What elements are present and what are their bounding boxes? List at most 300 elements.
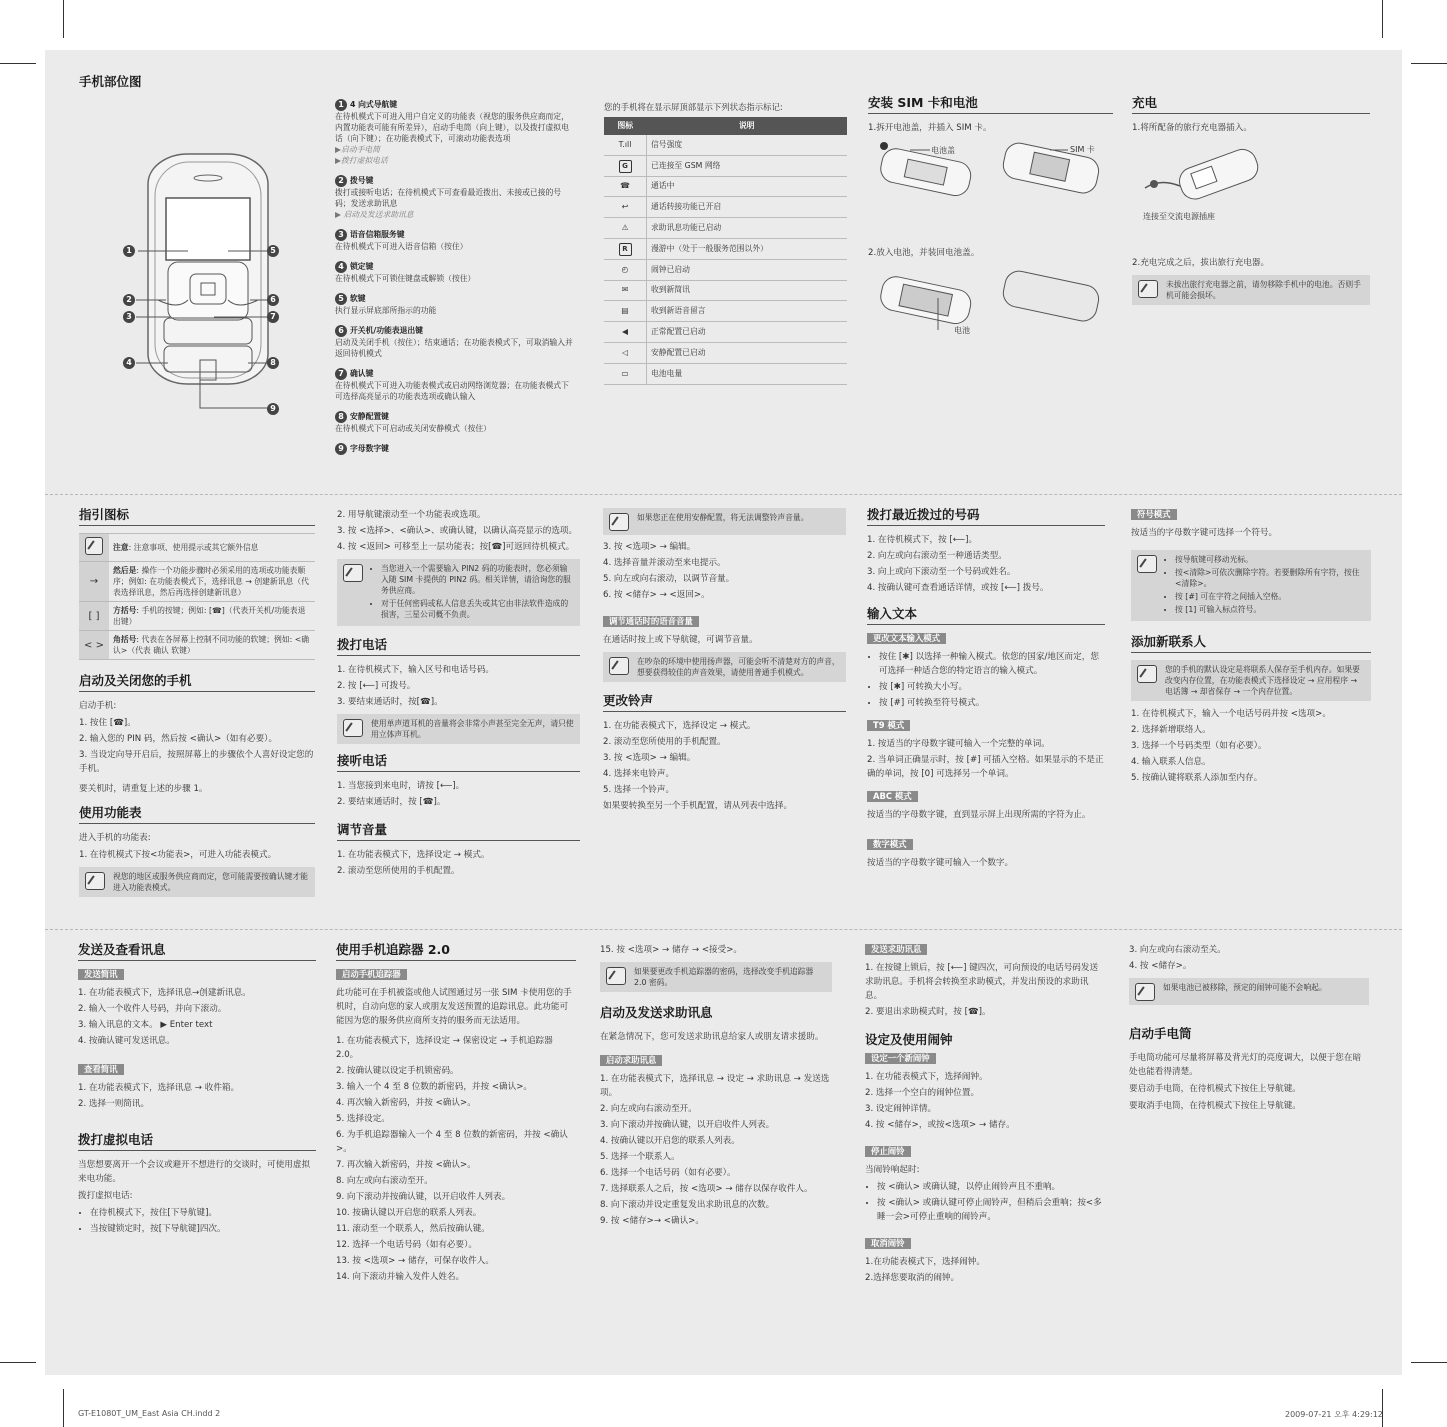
step-item: 7. 再次输入新密码，并按 <确认>。 [336,1160,476,1170]
subsection-label: 更改文本输入模式 [867,633,946,644]
key-number: 8 [335,411,347,423]
step-list [79,848,315,862]
gsm-icon: G [619,160,632,173]
bullet-item: • 按 [✱] 可转换大小写。 [879,680,1105,694]
subsection-label: 发送求助讯息 [865,944,927,955]
step-list [1129,943,1369,973]
row-separator [45,929,1402,930]
note-text: • 按 [1] 可输入标点符号。 [1175,604,1365,615]
charging-step2 [1132,256,1370,310]
key-title: 安静配置键 [350,412,389,421]
note-text: 视您的地区或服务供应商而定，您可能需要按确认键才能进入功能表模式。 [113,872,308,892]
note-text: • 按<清除>可依次删除字符。若要删除所有字符，按住<清除>。 [1175,567,1365,589]
subsection-label: 数字模式 [867,839,913,850]
step-item: 3. 向上或向下滚动至一个号码或姓名。 [867,567,1016,577]
callout-5: 5 [267,245,279,257]
callout-1: 1 [123,245,135,257]
label-sim-card: SIM 卡 [1070,145,1095,154]
note-text: • 按 [#] 可在字符之间插入空格。 [1175,591,1365,602]
body-text: 此功能可在手机被盗或他人试图通过另一张 SIM 卡使用您的手机时，自动向您的家人或朋友发送预置的追踪讯息。此功能可能因为您的服务供应商所支持的服务而无法适用。 [336,988,572,1026]
key-number: 1 [335,99,347,111]
table-row [604,176,847,197]
table-row [604,155,847,176]
section-title: 使用手机追踪器 2.0 [336,943,576,961]
note-text: • 当您进入一个需要输入 PIN2 码的功能表时，您必须输入随 SIM 卡提供的 PIN2 码。相关详情，请洽询您的服务供应商。 [381,563,574,596]
roaming-icon: R [619,243,632,256]
callout-2: 2 [123,294,135,306]
key-desc: 在待机模式下可锁住键盘或解锁（按住） [335,274,476,283]
key-item [335,411,575,434]
square-bracket-icon: [ ] [79,602,109,631]
note-icon [1137,665,1157,683]
step-item: 3. 要结束通话时，按[☎]。 [337,697,443,707]
key-title: 软键 [350,294,366,303]
table-row [604,342,847,363]
step-item: 5. 按确认键将联系人添加至内存。 [1131,773,1263,783]
body-text: 当您想要离开一个会议或避开不想进行的交谈时，可使用虚拟来电功能。 [78,1160,311,1184]
guide-label: 注意 [113,543,129,552]
step-list [603,540,846,602]
key-item [335,229,575,252]
step-item: 3. 输入一个 4 至 8 位数的新密码，并按 <确认>。 [336,1082,533,1092]
key-link[interactable]: ▶拨打虚拟电话 [335,156,388,165]
note-box [337,559,580,626]
table-row [604,135,847,155]
note-icon [609,657,629,675]
row-separator [45,494,1402,495]
table-row [604,259,847,280]
step-item: 1. 按住 [☎]。 [79,718,136,728]
call-icon: ☎ [604,176,647,197]
step-item: 2. 按确认键以设定手机锁密码。 [336,1066,459,1076]
subsection-label: 启动手机追踪器 [336,969,407,980]
section-title: 调节音量 [337,823,580,841]
step-list [865,1070,1105,1132]
status-desc: 通话中 [647,176,848,197]
section-title: 添加新联系人 [1131,635,1371,653]
body-text: 要启动手电筒，在待机模式下按住上导航键。 [1129,1084,1301,1094]
note-text: 您的手机的默认设定是将联系人保存至手机内存。如果要改变内存位置，在功能表模式下选择设定 → 应用程序 → 电话簿 → 却省保存 → 一个内存位置。 [1165,665,1360,696]
step-item: 1. 在功能表模式下，选择讯息 → 收件箱。 [78,1083,240,1093]
step-item: 15. 按 <选项> → 储存 → <接受>。 [600,945,743,955]
key-item [335,293,575,316]
body-text: 在通话时按上或下导航键，可调节音量。 [603,635,758,645]
step-list [1131,707,1371,785]
key-number: 9 [335,443,347,455]
guide-text: : 代表在各屏幕上控制不同功能的软键；例如: <确认>（代表 确认 软键） [113,635,310,655]
normal-profile-icon: ◀ [604,322,647,343]
note-list [1165,554,1365,617]
sos-column [600,943,846,1230]
note-text: 如果电池已被移除，预定的闹钟可能不会响起。 [1163,983,1327,992]
section-title: 拨打虚拟电话 [78,1133,316,1151]
signal-strength-icon: T.ıll [604,135,647,155]
status-desc: 安静配置已启动 [647,342,848,363]
sim-step2 [868,246,1113,263]
redial-input-column [867,508,1105,873]
section-title: 更改铃声 [603,694,846,712]
call-forward-icon: ↩ [604,197,647,218]
table-row [79,534,315,562]
bullet-item: • 当按键锁定时，按[下导航键]四次。 [90,1222,316,1236]
step-item: 3. 当设定向导开启后，按照屏幕上的步骤依个人喜好设定您的手机。 [79,750,314,774]
label-battery-cover: 电池盖 [931,146,955,155]
note-icon [343,719,363,737]
crop-mark [1382,0,1383,38]
section-title: 发送及查看讯息 [78,943,316,961]
callout-4: 4 [123,357,135,369]
guide-icons-table [79,533,315,660]
bullet-item: • 按 <确认> 或确认键可停止闹铃声，但稍后会重响；按<多睡一会>可停止重响的闹铃声。 [877,1196,1105,1224]
note-text: 如果您正在使用安静配置，将无法调整铃声音量。 [637,513,809,522]
section-title: 输入文本 [867,607,1105,625]
subsection-label: 查看简讯 [78,1064,124,1075]
step-item: 6. 按 <储存> → <返回>。 [603,590,710,600]
body-text: 按适当的字母数字键，直到显示屏上出现所需的字符为止。 [867,810,1091,820]
outro-text: 如果要转换至另一个手机配置，请从列表中选择。 [603,801,793,811]
step-list [79,716,315,776]
status-icons-table [604,117,847,385]
tracker-column [336,943,576,1286]
step-text: 2.充电完成之后，拔出旅行充电器。 [1132,258,1270,268]
volume-continued-column [603,508,846,816]
section-title: 拨打最近拨过的号码 [867,508,1105,526]
status-desc: 正常配置已启动 [647,322,848,343]
note-box [1132,275,1370,305]
step-list [603,719,846,797]
step-item: 6. 为手机追踪器输入一个 4 至 8 位数的新密码，并按 <确认>。 [336,1130,568,1154]
step-item: 2. 选择一个空白的闹钟位置。 [865,1088,980,1098]
section-title: 接听电话 [337,754,580,772]
intro-text: 启动手机: [79,701,117,711]
key-number: 6 [335,325,347,337]
new-message-icon: ✉ [604,280,647,301]
status-desc: 电池电量 [647,363,848,384]
step-item: 1. 在待机模式下，按 [⟵]。 [867,535,978,545]
step-item: 2. 向左或向右滚动至开。 [600,1104,697,1114]
crop-mark [0,1362,36,1363]
note-icon [1135,983,1155,1001]
step-item: 3. 设定闹钟详情。 [865,1104,937,1114]
step-list [865,961,1105,1019]
section-title: 安装 SIM 卡和电池 [868,96,1113,114]
step-item: 12. 选择一个电话号码（如有必要）。 [336,1240,478,1250]
body-text: 在紧急情况下，您可发送求助讯息给家人或朋友请求援助。 [600,1032,824,1042]
key-desc: 在待机模式下可进入语音信箱（按住） [335,242,468,251]
step-text: 1.将所配备的旅行充电器插入。 [1132,123,1252,133]
step-item: 1. 在功能表模式下，选择讯息→创建新讯息。 [78,988,251,998]
table-row [604,280,847,301]
step-item: 2. 向左或向右滚动至一种通话类型。 [867,551,1007,561]
intro-text: 进入手机的功能表: [79,833,151,843]
status-desc: 闹钟已启动 [647,259,848,280]
angle-bracket-icon: < > [79,631,109,660]
key-number: 3 [335,229,347,241]
note-box [79,867,315,897]
guide-text: : 手机的按键；例如: [☎]（代表开关机/功能表退出键） [113,606,306,626]
step-item: 1. 按适当的字母数字键可输入一个完整的单词。 [867,739,1050,749]
note-icon [343,564,363,582]
bullet-item: • 按住 [✱] 以选择一种输入模式。依您的国家/地区而定，您可选择一种适合您的特定语言的输入模式。 [879,650,1105,678]
section-title: 使用功能表 [79,806,315,824]
column-header-icon: 图标 [604,117,647,135]
step-item: 8. 向左或向右滚动至开。 [336,1176,433,1186]
status-desc: 信号强度 [647,135,848,155]
step-item: 13. 按 <选项> → 储存，可保存收件人。 [336,1256,494,1266]
step-item: 2. 用导航键滚动至一个功能表或选项。 [337,510,486,520]
status-desc: 漫游中（处于一般服务范围以外） [647,238,848,259]
key-number: 4 [335,261,347,273]
subsection-label: 停止闹铃 [865,1146,911,1157]
footer-filename: GT-E1080T_UM_East Asia CH.indd 2 [78,1409,221,1418]
charger-illustration [1140,148,1260,208]
intro-text: 拨打虚拟电话: [78,1191,133,1201]
step-list [78,986,316,1048]
step-item: 3. 向下滚动并按确认键，以开启收件人列表。 [600,1120,775,1130]
step-item: 10. 按确认键以开启您的联系人列表。 [336,1208,482,1218]
step-item: 7. 选择联系人之后，按 <选项> → 储存以保存收件人。 [600,1184,813,1194]
step-item: 6. 选择一个电话号码（如有必要）。 [600,1168,736,1178]
step-item: 3. 按 <选项> → 编辑。 [603,753,696,763]
callout-7: 7 [267,311,279,323]
key-desc: 执行显示屏底部所指示的功能 [335,306,437,315]
table-row [604,322,847,343]
key-title: 4 向式导航键 [350,100,398,109]
phone-illustration [118,150,298,422]
step-item: 1. 在功能表模式下，选择闹钟。 [865,1072,988,1082]
body-text: 按适当的字母数字键可输入一个数字。 [867,858,1014,868]
subsection-label: 设定一个新闹钟 [865,1053,936,1064]
step-item: 4. 按确认键以开启您的联系人列表。 [600,1136,740,1146]
key-number: 2 [335,175,347,187]
table-row [604,218,847,239]
status-desc: 收到新语音留言 [647,301,848,322]
bullet-list [867,650,1105,710]
step-list [337,779,580,809]
crop-mark [1382,1389,1383,1427]
sos-send-alarm-column [865,943,1105,1287]
note-box [603,508,846,535]
step-list [336,1034,576,1284]
subsection-label: 符号模式 [1131,509,1177,520]
step-item: 4. 再次输入新密码，并按 <确认>。 [336,1098,476,1108]
note-icon [609,513,629,531]
sos-icon: ⚠ [604,218,647,239]
key-item [335,175,575,220]
crop-mark [63,0,64,38]
step-item: 14. 向下滚动并输入发件人姓名。 [336,1272,465,1282]
key-number: 7 [335,368,347,380]
bullet-item: • 按 [#] 可转换至符号模式。 [879,696,1105,710]
note-icon [606,967,626,985]
callout-8: 8 [267,357,279,369]
callout-3: 3 [123,311,135,323]
crop-mark [1411,1362,1447,1363]
step-item: 1. 当您接到来电时，请按 [⟵]。 [337,781,465,791]
key-item [335,368,575,402]
subsection-label: 发送简讯 [78,969,124,980]
step-item: 9. 按 <储存>→ <确认>。 [600,1216,704,1226]
key-desc: 在待机模式下可进入用户自定义的功能表（视您的服务供应商而定，内置功能表可能有所差异），启动手电筒（向上键），以及拨打虚拟电话（向下键）；在功能表模式下，可滚动功能表选项 [335,112,569,143]
step-item: 2. 滚动至您所使用的手机配置。 [603,737,726,747]
step-item: 2. 输入您的 PIN 码，然后按 <确认>（如有必要）。 [79,734,278,744]
key-item [335,443,575,455]
step-item: 11. 滚动至一个联系人，然后按确认键。 [336,1224,490,1234]
section-title: 启动及关闭您的手机 [79,674,315,692]
section-title: 启动及发送求助讯息 [600,1005,713,1020]
step-list [600,1072,846,1228]
section-title: 启动手电筒 [1129,1026,1192,1041]
key-link[interactable]: ▶启动手电筒 [335,145,380,154]
step-item: 2. 要退出求助模式时，按 [☎]。 [865,1007,991,1017]
bullet-item: • 在待机模式下，按住[下导航键]。 [90,1206,316,1220]
step-item: 1. 在待机模式下，输入一个电话号码并按 <选项>。 [1131,709,1331,719]
table-row [79,602,315,631]
step-item: 1. 在功能表模式下，选择讯息 → 设定 → 求助讯息 → 发送选项。 [600,1074,830,1098]
step-item: 1.在功能表模式下，选择闹钟。 [865,1257,985,1267]
phone-parts-section [79,75,329,99]
note-text: 未拔出旅行充电器之前，请勿移除手机中的电池。否则手机可能会损坏。 [1166,280,1361,300]
table-row [604,363,847,384]
arrow-icon: → [79,562,109,602]
note-text: 如果要更改手机追踪器的密码，选择改变手机追踪器 2.0 密码。 [634,967,814,987]
key-title: 语音信箱服务键 [350,230,405,239]
table-row [604,301,847,322]
step-item: 1. 在按键上锁后，按 [⟵] 键四次，可向预设的电话号码发送求助讯息。手机将会转换至求助模式，并发出预设的求助讯息。 [865,963,1099,1001]
step-item: 4. 按确认键可查看通话详情，或按 [⟵] 拨号。 [867,583,1049,593]
step-item: 2. 输入一个收件人号码，并向下滚动。 [78,1004,227,1014]
intro-text: 当闹铃响起时: [865,1165,920,1175]
step-item: 4. 按确认键可发送讯息。 [78,1036,175,1046]
key-title: 确认键 [350,369,374,378]
status-desc: 收到新简讯 [647,280,848,301]
torch-column [1129,943,1369,1116]
table-row [79,562,315,602]
status-desc: 通话转接功能已开启 [647,197,848,218]
step-item: 3. 按 <选择>、<确认>、或确认键，以确认高亮显示的选项。 [337,526,578,536]
note-box [603,652,846,682]
step-item: 2. 按 [⟵] 可拨号。 [337,681,416,691]
step-item: 1. 在功能表模式下，选择设定 → 模式。 [603,721,756,731]
bullet-list [865,1180,1105,1224]
step-item: 4. 按 <储存>，或按<选项> → 储存。 [865,1120,1015,1130]
key-item [335,99,575,166]
step-item: 3. 向左或向右滚动至关。 [1129,945,1226,955]
note-text: • 对于任何密码或私人信息丢失或其它由非法软件造成的损害，三星公司概不负责。 [381,598,574,620]
section-title: 手机部位图 [79,74,142,89]
crop-mark [63,1389,64,1427]
guide-icons-section [79,508,315,902]
outro-text: 要关机时，请重复上述的步骤 1。 [79,784,208,794]
step-item: 4. 按 <储存>。 [1129,961,1192,971]
guide-text: : 操作一个功能步骤时必须采用的选项或功能表顺序；例如: 在功能表模式下，选择讯息 → 创建新讯息（代表选择讯息，然后再选择创建新讯息） [113,566,309,597]
silent-profile-icon: ◁ [604,342,647,363]
crop-mark [0,63,36,64]
step-item: 4. 选择来电铃声。 [603,769,675,779]
step-item: 5. 选择一个联系人。 [600,1152,680,1162]
note-icon [85,537,103,555]
step-list [337,663,580,709]
subsection-label: 取消闹铃 [865,1238,911,1249]
guide-label: 然后是 [113,566,137,575]
messages-column [78,943,316,1238]
bullet-list [78,1206,316,1236]
key-number: 5 [335,293,347,305]
step-list [78,1081,316,1111]
step-item: 5. 选择设定。 [336,1114,390,1124]
footer-timestamp: 2009-07-21 오후 4:29:12 [1285,1410,1383,1419]
crop-mark [1411,63,1447,64]
status-desc: 求助讯息功能已启动 [647,218,848,239]
key-descriptions [335,99,575,464]
note-icon [1137,555,1157,573]
step-list [337,508,580,554]
key-link[interactable]: ▶ 启动及发送求助讯息 [335,210,414,219]
subsection-label: 调节通话时的语音音量 [603,616,699,627]
subsection-label: ABC 模式 [867,791,918,802]
table-row [79,631,315,660]
guide-label: 角括号 [113,635,137,644]
table-header-row [604,117,847,135]
step-item: 2. 当单词正确显示时，按 [#] 可插入空格。如果显示的不是正确的单词，按 [0] 可选择另一个单词。 [867,755,1104,779]
step-item: 4. 选择音量并滚动至来电提示。 [603,558,726,568]
battery-insert-illustration [870,268,1110,338]
key-title: 开关机/功能表退出键 [350,326,424,335]
guide-label: 方括号 [113,606,137,615]
alarm-icon: ◴ [604,259,647,280]
note-box [1129,978,1369,1005]
battery-icon: ▭ [604,363,647,384]
step-item: 3. 按 <选项> → 编辑。 [603,542,696,552]
charging-section [1132,96,1370,138]
status-icons-section [604,100,849,385]
step-item: 3. 输入讯息的文本。 ▶ Enter text [78,1020,213,1030]
note-box [600,962,832,992]
step-item: 4. 输入联系人信息。 [1131,757,1211,767]
step-item: 1. 在待机模式下按<功能表>，可进入功能表模式。 [79,850,277,860]
subsection-label: 启动求助讯息 [600,1055,662,1066]
sim-install-section [868,96,1113,138]
callout-9: 9 [267,403,279,415]
note-text: 在吵杂的环境中使用扬声器，可能会听不清楚对方的声音，想要获得较佳的声音效果，请使用普通手机模式。 [637,657,840,677]
step-text: 1.拆开电池盖，并插入 SIM 卡。 [868,123,992,133]
note-box [1131,550,1371,621]
label-battery: 电池 [954,326,970,335]
key-desc: 在待机模式下可进入功能表模式或启动网络浏览器；在功能表模式下可选择高亮显示的功能表选项或确认输入 [335,381,569,401]
step-item: 2.选择您要取消的闹钟。 [865,1273,960,1283]
step-item: 2. 选择新增联络人。 [1131,725,1211,735]
table-row [604,238,847,259]
step-item: 1. 在功能表模式下，选择设定 → 保密设定 → 手机追踪器 2.0。 [336,1036,553,1060]
symbol-contact-column [1131,508,1371,787]
voicemail-icon: ▤ [604,301,647,322]
note-icon [1138,280,1158,298]
key-title: 拨号键 [350,176,374,185]
key-desc: 在待机模式下可启动或关闭安静模式（按住） [335,424,491,433]
key-item [335,261,575,284]
key-desc: 拨打或接听电话；在待机模式下可查看最近拨出、未接或已接的号码；发送求助讯息 [335,188,562,208]
label-outlet: 连接至交流电源插座 [1143,212,1215,221]
step-item: 4. 按 <返回> 可移至上一层功能表；按[☎]可返回待机模式。 [337,542,575,552]
bullet-item: • 按 <确认> 或确认键，以停止闹铃声且不重响。 [877,1180,1105,1194]
body-text: 手电筒功能可尽量将屏幕及背光灯的亮度调大，以便于您在暗处也能看得清楚。 [1129,1053,1362,1077]
note-text: 使用单声道耳机的音量将会非常小声甚至完全无声，请只使用立体声耳机。 [371,719,574,739]
step-list [865,1255,1105,1285]
key-title: 锁定键 [350,262,374,271]
table-row [604,197,847,218]
step-item: 2. 选择一则简讯。 [78,1099,150,1109]
section-title: 设定及使用闹钟 [865,1032,953,1047]
